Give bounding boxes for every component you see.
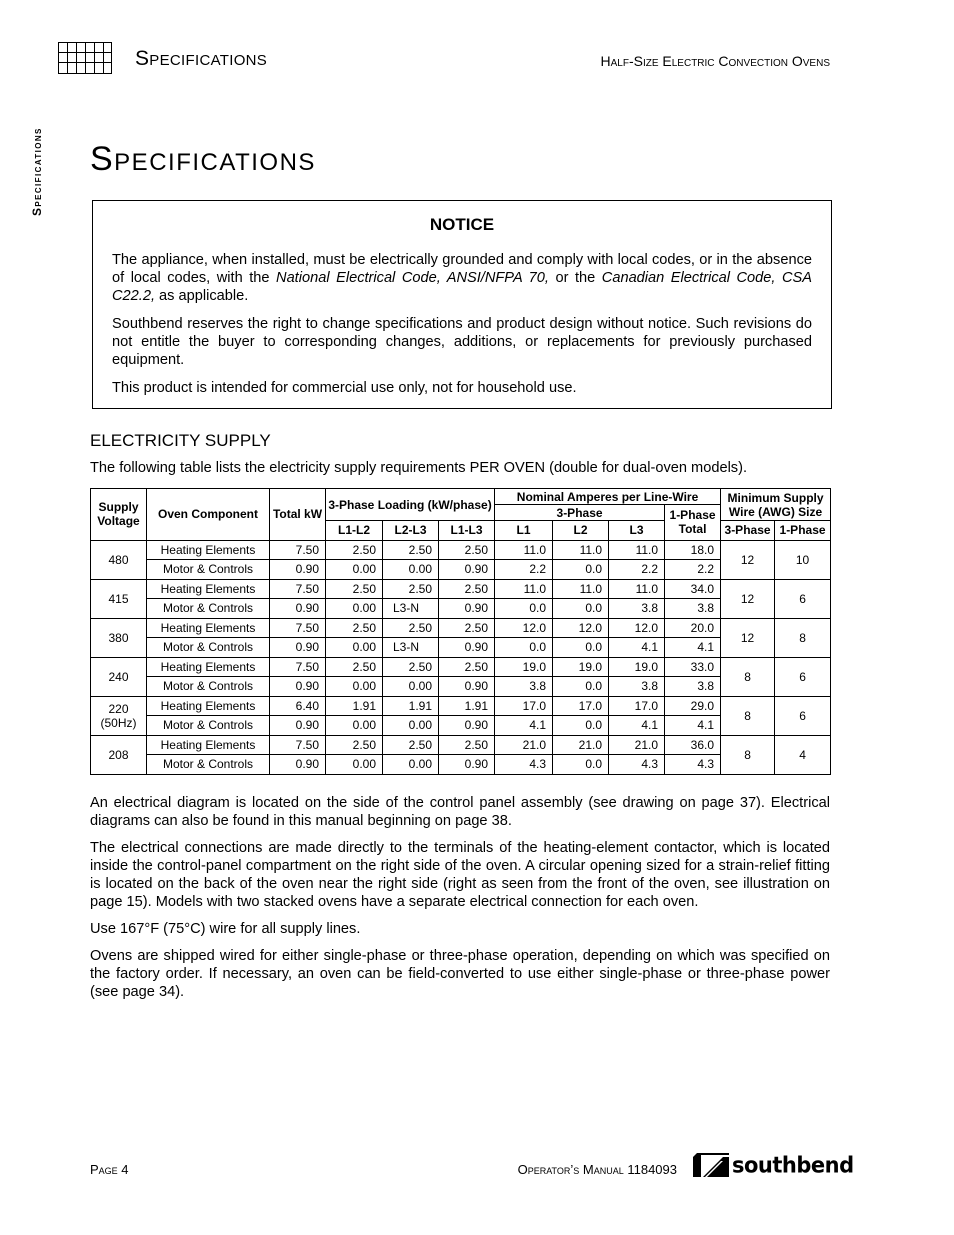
cell-amps-1-phase-total: 4.3 <box>665 755 721 775</box>
body-paragraph-2: The electrical connections are made directly to the terminals of the heating-element contactor, which is located inside the control-panel compartment on the right side of the oven. A circular opening sized for a strain-relief fitting is located on the back of the oven near the right side (right as seen from the front of the oven, see illustration on page 15). Models with two stacked ovens have a separate electrical connection for each oven. <box>90 840 830 910</box>
table-row <box>91 638 831 658</box>
grid-icon <box>58 42 112 74</box>
header-l1-l2: L1-L2 <box>326 521 383 541</box>
supply-voltage-value: 480 <box>108 552 129 567</box>
cell-amps-1-phase-total: 29.0 <box>665 696 721 716</box>
cell-oven-component: Heating Elements <box>147 696 270 716</box>
notice-text: as applicable. <box>155 288 249 304</box>
cell-oven-component: Motor & Controls <box>147 599 270 619</box>
cell-load-l2-l3: L3-N <box>383 638 439 658</box>
cell-oven-component: Heating Elements <box>147 579 270 599</box>
header-l3: L3 <box>609 521 665 541</box>
cell-load-l1-l2: 0.00 <box>326 677 383 697</box>
cell-total-kw: 7.50 <box>270 618 326 638</box>
cell-oven-component: Motor & Controls <box>147 638 270 658</box>
cell-amps-l3: 3.8 <box>609 677 665 697</box>
notice-paragraph-2: Southbend reserves the right to change specifications and product design without notice. Such revisions do not entitle the buyer to corresponding changes, additions, or replacements for previously purchased equipment. <box>112 316 812 368</box>
header-wire-1-phase: 1-Phase <box>775 521 831 541</box>
cell-load-l2-l3: 2.50 <box>383 735 439 755</box>
cell-amps-l2: 0.0 <box>553 638 609 658</box>
cell-amps-l1: 11.0 <box>495 579 553 599</box>
cell-amps-1-phase-total: 18.0 <box>665 540 721 560</box>
cell-supply-voltage <box>91 696 147 735</box>
cell-amps-l3: 11.0 <box>609 540 665 560</box>
cell-amps-l3: 11.0 <box>609 579 665 599</box>
cell-amps-l1: 21.0 <box>495 735 553 755</box>
header-3-phase-loading: 3-Phase Loading (kW/phase) <box>326 489 495 521</box>
electricity-supply-table <box>90 488 831 775</box>
header-l2: L2 <box>553 521 609 541</box>
cell-load-l1-l3: 0.90 <box>439 755 495 775</box>
cell-load-l2-l3: 0.00 <box>383 755 439 775</box>
header-document-title: Half-Size Electric Convection Ovens <box>600 53 830 69</box>
cell-load-l2-l3: 2.50 <box>383 657 439 677</box>
cell-supply-voltage <box>91 735 147 774</box>
cell-load-l1-l3: 0.90 <box>439 599 495 619</box>
cell-amps-l3: 4.1 <box>609 716 665 736</box>
southbend-logo <box>693 1153 854 1177</box>
supply-voltage-frequency: (50Hz) <box>100 715 137 730</box>
cell-total-kw: 0.90 <box>270 755 326 775</box>
cell-amps-l1: 4.3 <box>495 755 553 775</box>
supply-voltage-value: 415 <box>108 591 129 606</box>
cell-wire-1-phase: 6 <box>775 657 831 696</box>
notice-paragraph-3: This product is intended for commercial use only, not for household use. <box>112 380 577 396</box>
table-row <box>91 599 831 619</box>
cell-amps-1-phase-total: 2.2 <box>665 560 721 580</box>
cell-load-l1-l2: 0.00 <box>326 599 383 619</box>
cell-amps-l2: 11.0 <box>553 579 609 599</box>
cell-supply-voltage <box>91 579 147 618</box>
cell-load-l1-l3: 1.91 <box>439 696 495 716</box>
cell-amps-l1: 4.1 <box>495 716 553 736</box>
southbend-logo-icon <box>693 1153 729 1177</box>
cell-load-l1-l2: 2.50 <box>326 579 383 599</box>
header-wire-3-phase: 3-Phase <box>721 521 775 541</box>
cell-amps-1-phase-total: 3.8 <box>665 677 721 697</box>
table-row <box>91 579 831 599</box>
table-row <box>91 657 831 677</box>
cell-total-kw: 7.50 <box>270 657 326 677</box>
cell-total-kw: 7.50 <box>270 579 326 599</box>
cell-load-l1-l3: 2.50 <box>439 540 495 560</box>
cell-load-l1-l2: 2.50 <box>326 735 383 755</box>
cell-amps-l3: 17.0 <box>609 696 665 716</box>
header-l1: L1 <box>495 521 553 541</box>
cell-load-l1-l3: 0.90 <box>439 638 495 658</box>
cell-load-l1-l3: 0.90 <box>439 560 495 580</box>
notice-box <box>92 200 832 409</box>
cell-wire-1-phase: 10 <box>775 540 831 579</box>
cell-amps-l3: 2.2 <box>609 560 665 580</box>
cell-amps-1-phase-total: 4.1 <box>665 638 721 658</box>
cell-oven-component: Heating Elements <box>147 618 270 638</box>
body-paragraph-4: Ovens are shipped wired for either single-phase or three-phase operation, depending on which was specified on the factory order. If necessary, an oven can be field-converted to use either single-phase or three-phase power (see page 34). <box>90 948 830 1000</box>
cell-oven-component: Motor & Controls <box>147 560 270 580</box>
cell-oven-component: Motor & Controls <box>147 677 270 697</box>
logo-wordmark: southbend <box>732 1152 854 1178</box>
cell-wire-3-phase: 12 <box>721 618 775 657</box>
cell-total-kw: 0.90 <box>270 599 326 619</box>
cell-amps-l1: 17.0 <box>495 696 553 716</box>
cell-amps-l2: 11.0 <box>553 540 609 560</box>
cell-amps-1-phase-total: 20.0 <box>665 618 721 638</box>
cell-total-kw: 0.90 <box>270 677 326 697</box>
cell-supply-voltage <box>91 618 147 657</box>
header-supply-voltage: Supply Voltage <box>91 489 147 541</box>
notice-text: or the <box>548 270 602 286</box>
cell-amps-l1: 19.0 <box>495 657 553 677</box>
header-min-wire-size: Minimum Supply Wire (AWG) Size <box>721 489 831 521</box>
supply-voltage-value: 208 <box>108 747 129 762</box>
cell-amps-1-phase-total: 34.0 <box>665 579 721 599</box>
cell-oven-component: Motor & Controls <box>147 755 270 775</box>
cell-amps-l2: 19.0 <box>553 657 609 677</box>
section-intro: The following table lists the electricity supply requirements PER OVEN (double for dual-oven models). <box>90 460 748 476</box>
cell-amps-l1: 11.0 <box>495 540 553 560</box>
page-title: Specifications <box>90 140 316 178</box>
header-nominal-amperes: Nominal Amperes per Line-Wire <box>495 489 721 505</box>
notice-italic-csa: Canadian Electrical Code, CSA C22.2, <box>112 270 812 304</box>
cell-amps-l3: 19.0 <box>609 657 665 677</box>
cell-amps-l2: 0.0 <box>553 755 609 775</box>
cell-load-l2-l3: 2.50 <box>383 579 439 599</box>
footer-page-number: Page 4 <box>90 1162 129 1177</box>
notice-italic-nec: National Electrical Code, ANSI/NFPA 70, <box>276 270 549 286</box>
body-text <box>90 794 830 1010</box>
cell-total-kw: 6.40 <box>270 696 326 716</box>
body-paragraph-3: Use 167°F (75°C) wire for all supply lines. <box>90 921 361 937</box>
cell-amps-l2: 21.0 <box>553 735 609 755</box>
table-row <box>91 540 831 560</box>
cell-wire-3-phase: 12 <box>721 540 775 579</box>
header-title: Specifications <box>135 47 268 70</box>
cell-amps-l2: 0.0 <box>553 560 609 580</box>
cell-amps-l2: 12.0 <box>553 618 609 638</box>
side-section-tab: Specifications <box>30 127 44 216</box>
table-row <box>91 677 831 697</box>
cell-supply-voltage <box>91 657 147 696</box>
cell-load-l1-l3: 2.50 <box>439 579 495 599</box>
cell-amps-1-phase-total: 33.0 <box>665 657 721 677</box>
cell-load-l2-l3: 2.50 <box>383 618 439 638</box>
cell-load-l1-l2: 2.50 <box>326 657 383 677</box>
cell-load-l1-l3: 2.50 <box>439 657 495 677</box>
cell-load-l2-l3: 1.91 <box>383 696 439 716</box>
table-row <box>91 716 831 736</box>
cell-amps-l3: 3.8 <box>609 599 665 619</box>
cell-amps-l2: 0.0 <box>553 716 609 736</box>
header-amps-3-phase: 3-Phase <box>495 505 665 521</box>
footer-manual-number: Operator’s Manual 1184093 <box>517 1162 677 1177</box>
cell-amps-1-phase-total: 3.8 <box>665 599 721 619</box>
header-l2-l3: L2-L3 <box>383 521 439 541</box>
cell-amps-l3: 4.1 <box>609 638 665 658</box>
cell-load-l1-l2: 0.00 <box>326 638 383 658</box>
cell-wire-3-phase: 8 <box>721 735 775 774</box>
cell-amps-l2: 0.0 <box>553 677 609 697</box>
notice-text: The appliance, when installed, must be electrically grounded and comply with local codes, or in the absence of local codes, with the <box>112 252 812 286</box>
cell-load-l1-l2: 2.50 <box>326 540 383 560</box>
header-amps-1-phase-total: 1-Phase Total <box>665 505 721 541</box>
table-row <box>91 755 831 775</box>
cell-wire-3-phase: 12 <box>721 579 775 618</box>
cell-amps-1-phase-total: 36.0 <box>665 735 721 755</box>
cell-wire-1-phase: 4 <box>775 735 831 774</box>
header-oven-component: Oven Component <box>147 489 270 541</box>
header-l1-l3: L1-L3 <box>439 521 495 541</box>
cell-total-kw: 0.90 <box>270 560 326 580</box>
cell-load-l1-l3: 2.50 <box>439 618 495 638</box>
cell-amps-l1: 2.2 <box>495 560 553 580</box>
cell-load-l1-l3: 0.90 <box>439 716 495 736</box>
cell-oven-component: Heating Elements <box>147 540 270 560</box>
cell-load-l1-l2: 0.00 <box>326 560 383 580</box>
supply-voltage-value: 220 <box>108 701 129 716</box>
cell-load-l2-l3: 2.50 <box>383 540 439 560</box>
cell-wire-1-phase: 6 <box>775 579 831 618</box>
cell-load-l1-l2: 2.50 <box>326 618 383 638</box>
cell-amps-l2: 0.0 <box>553 599 609 619</box>
cell-load-l2-l3: 0.00 <box>383 677 439 697</box>
cell-amps-l3: 4.3 <box>609 755 665 775</box>
cell-total-kw: 0.90 <box>270 716 326 736</box>
notice-title: NOTICE <box>429 215 495 234</box>
cell-amps-l1: 12.0 <box>495 618 553 638</box>
cell-supply-voltage <box>91 540 147 579</box>
cell-amps-l2: 17.0 <box>553 696 609 716</box>
cell-oven-component: Motor & Controls <box>147 716 270 736</box>
cell-amps-l3: 21.0 <box>609 735 665 755</box>
cell-wire-3-phase: 8 <box>721 696 775 735</box>
cell-load-l1-l2: 1.91 <box>326 696 383 716</box>
cell-load-l1-l3: 0.90 <box>439 677 495 697</box>
supply-voltage-value: 380 <box>108 630 129 645</box>
cell-load-l2-l3: 0.00 <box>383 560 439 580</box>
cell-total-kw: 7.50 <box>270 540 326 560</box>
cell-amps-l1: 3.8 <box>495 677 553 697</box>
cell-amps-l1: 0.0 <box>495 599 553 619</box>
cell-amps-1-phase-total: 4.1 <box>665 716 721 736</box>
table-row <box>91 735 831 755</box>
cell-amps-l3: 12.0 <box>609 618 665 638</box>
cell-oven-component: Heating Elements <box>147 735 270 755</box>
section-heading: ELECTRICITY SUPPLY <box>90 431 271 450</box>
cell-total-kw: 7.50 <box>270 735 326 755</box>
cell-load-l2-l3: 0.00 <box>383 716 439 736</box>
cell-oven-component: Heating Elements <box>147 657 270 677</box>
header-total-kw: Total kW <box>270 489 326 541</box>
body-paragraph-1: An electrical diagram is located on the side of the control panel assembly (see drawing on page 37). Electrical diagrams can also be found in this manual beginning on page 38. <box>90 795 830 829</box>
table-row <box>91 618 831 638</box>
cell-load-l1-l3: 2.50 <box>439 735 495 755</box>
cell-wire-3-phase: 8 <box>721 657 775 696</box>
table-row <box>91 696 831 716</box>
cell-total-kw: 0.90 <box>270 638 326 658</box>
cell-amps-l1: 0.0 <box>495 638 553 658</box>
cell-load-l1-l2: 0.00 <box>326 716 383 736</box>
cell-wire-1-phase: 6 <box>775 696 831 735</box>
notice-paragraph-1 <box>112 251 812 305</box>
cell-wire-1-phase: 8 <box>775 618 831 657</box>
cell-load-l1-l2: 0.00 <box>326 755 383 775</box>
table-row <box>91 560 831 580</box>
cell-load-l2-l3: L3-N <box>383 599 439 619</box>
supply-voltage-value: 240 <box>108 669 129 684</box>
